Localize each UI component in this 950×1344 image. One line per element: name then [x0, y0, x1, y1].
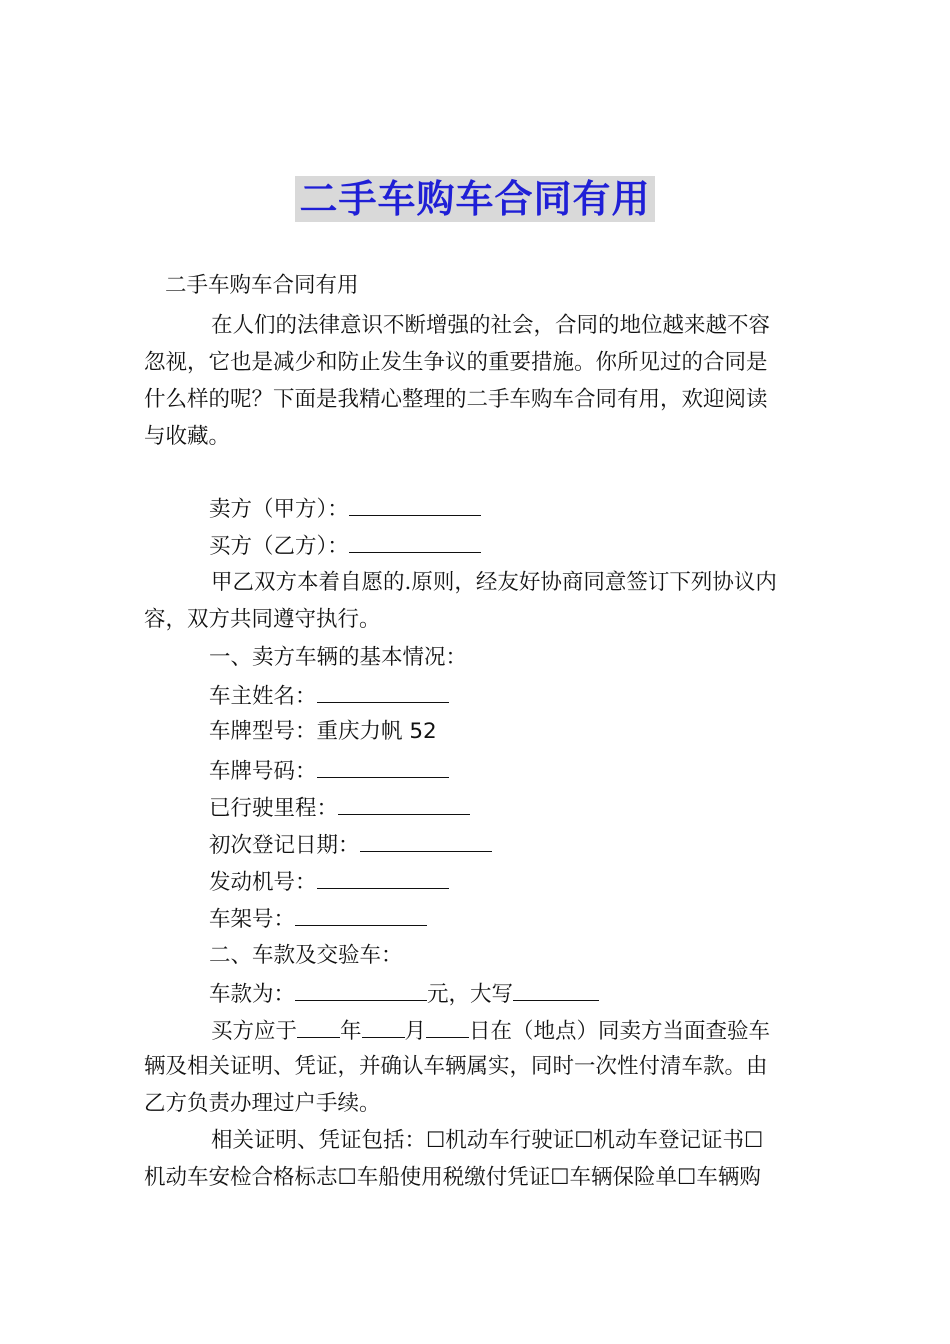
- intro-line-4: 与收藏。: [144, 424, 231, 449]
- frame-field: [209, 903, 427, 935]
- docs-line-2: 机动车安检合格标志☐车船使用税缴付凭证☐车辆保险单☐车辆购: [144, 1165, 761, 1190]
- frame-blank[interactable]: [295, 903, 427, 926]
- reg-date-blank[interactable]: [360, 829, 492, 852]
- reg-date-field: [209, 829, 492, 861]
- seller-label: 卖方（甲方）：: [209, 497, 349, 522]
- price-words-blank[interactable]: [513, 978, 599, 1001]
- price-field: [209, 978, 599, 1010]
- section1-heading: 一、卖方车辆的基本情况：: [209, 645, 468, 670]
- seller-blank[interactable]: [349, 493, 481, 516]
- buyer-field: [209, 530, 481, 562]
- delivery-text-2: 年: [340, 1019, 362, 1044]
- document-title: 二手车购车合同有用: [295, 176, 654, 222]
- agreement-line-2: 容，双方共同遵守执行。: [144, 607, 381, 632]
- section2-heading: 二、车款及交验车：: [209, 943, 403, 968]
- seller-field: [209, 493, 481, 525]
- docs-line-1: 相关证明、凭证包括：☐机动车行驶证☐机动车登记证书☐: [211, 1128, 764, 1153]
- engine-label: 发动机号：: [209, 870, 317, 895]
- reg-date-label: 初次登记日期：: [209, 833, 360, 858]
- mileage-blank[interactable]: [338, 792, 470, 815]
- delivery-text-4: 日在（地点）同卖方当面查验车: [469, 1019, 771, 1044]
- intro-line-1: 在人们的法律意识不断增强的社会，合同的地位越来越不容: [211, 313, 771, 338]
- delivery-text-3: 月: [404, 1019, 427, 1044]
- delivery-line-1: [211, 1015, 770, 1047]
- engine-field: [209, 866, 449, 898]
- year-blank[interactable]: [297, 1015, 340, 1038]
- plate-field: [209, 755, 449, 787]
- subtitle: 二手车购车合同有用: [165, 273, 359, 298]
- price-unit: 元，大写: [427, 982, 514, 1007]
- owner-label: 车主姓名：: [209, 684, 317, 709]
- mileage-label: 已行驶里程：: [209, 796, 339, 821]
- price-blank[interactable]: [295, 978, 427, 1001]
- intro-line-3: 什么样的呢？下面是我精心整理的二手车购车合同有用，欢迎阅读: [144, 387, 768, 412]
- mileage-field: [209, 792, 470, 824]
- price-label: 车款为：: [209, 982, 296, 1007]
- day-blank[interactable]: [426, 1015, 469, 1038]
- owner-field: [209, 680, 449, 712]
- model-label: 车牌型号：: [209, 719, 317, 744]
- plate-label: 车牌号码：: [209, 759, 317, 784]
- delivery-line-3: 乙方负责办理过户手续。: [144, 1091, 381, 1116]
- buyer-blank[interactable]: [349, 530, 481, 553]
- month-blank[interactable]: [362, 1015, 405, 1038]
- plate-blank[interactable]: [317, 755, 449, 778]
- intro-line-2: 忽视，它也是减少和防止发生争议的重要措施。你所见过的合同是: [144, 350, 768, 375]
- delivery-text-1: 买方应于: [211, 1019, 298, 1044]
- agreement-line-1: 甲乙双方本着自愿的.原则，经友好协商同意签订下列协议内: [211, 570, 777, 595]
- model-field: [209, 717, 437, 747]
- buyer-label: 买方（乙方）：: [209, 534, 349, 559]
- frame-label: 车架号：: [209, 907, 296, 932]
- delivery-line-2: 辆及相关证明、凭证，并确认车辆属实，同时一次性付清车款。由: [144, 1054, 768, 1079]
- title-container: [0, 176, 950, 222]
- model-value: 重庆力帆 52: [316, 719, 437, 744]
- engine-blank[interactable]: [317, 866, 449, 889]
- owner-blank[interactable]: [317, 680, 449, 703]
